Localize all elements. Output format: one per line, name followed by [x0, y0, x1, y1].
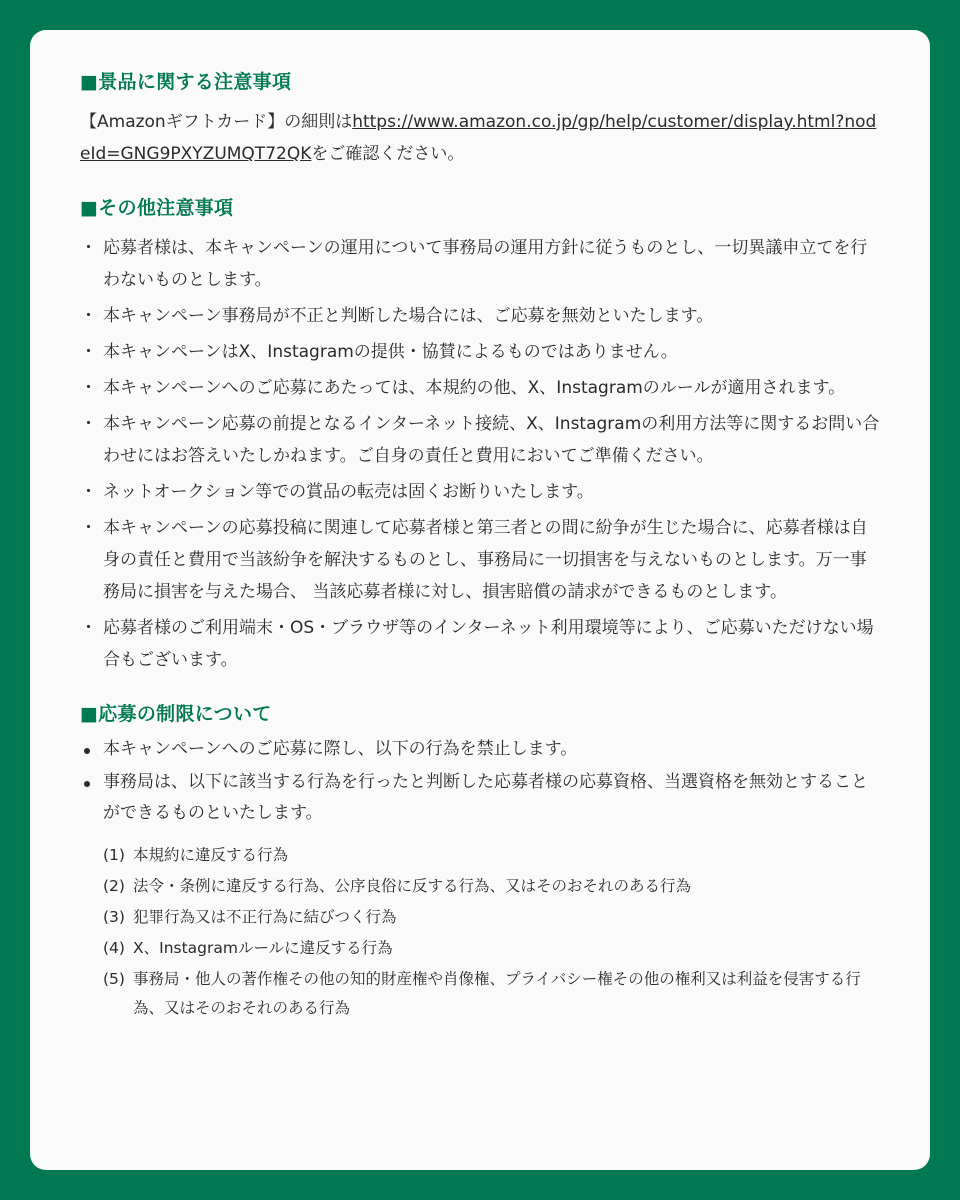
entry-restrictions-heading: ■応募の制限について [80, 703, 272, 725]
item-number: (4) [103, 939, 125, 957]
prohibited-acts-list [80, 841, 880, 1023]
item-number: (5) [103, 970, 125, 988]
list-item: (1) 本規約に違反する行為 [103, 841, 880, 870]
list-item: (4) X、Instagramルールに違反する行為 [103, 934, 880, 963]
amazon-terms-link[interactable]: https://www.amazon.co.jp/gp/help/customer/display.html?nodeId=GNG9PXYZUMQT72QK [80, 112, 877, 164]
list-item: (2) 法令・条例に違反する行為、公序良俗に反する行為、又はそのおそれのある行為 [103, 872, 880, 901]
list-item: (3) 犯罪行為又は不正行為に結びつく行為 [103, 903, 880, 932]
other-notes-list [80, 232, 880, 676]
bullet-mark: ・ [80, 518, 97, 538]
bullet-dot [84, 781, 90, 787]
prize-notes-heading: ■景品に関する注意事項 [80, 71, 292, 93]
restriction-rules-list [80, 734, 880, 829]
item-number: (3) [103, 908, 125, 926]
list-item: (5) 事務局・他人の著作権その他の知的財産権や肖像権、プライバシー権その他の権利又は利益を侵害する行為、又はそのおそれのある行為 [103, 965, 880, 1023]
bullet-mark: ・ [80, 238, 97, 258]
bullet-mark: ・ [80, 482, 97, 502]
list-item: ・ 応募者様のご利用端末・OS・ブラウザ等のインターネット利用環境等により、ご応募いただけない場合もございます。 [80, 612, 880, 676]
prize-text-before: 【Amazonギフトカード】の細則は [80, 112, 353, 132]
bullet-mark: ・ [80, 378, 97, 398]
list-item: ・ ネットオークション等での賞品の転売は固くお断りいたします。 [80, 476, 880, 508]
prize-text-after: をご確認ください。 [311, 144, 465, 164]
list-item: ・ 本キャンペーンはX、Instagramの提供・協賛によるものではありません。 [80, 336, 880, 368]
other-notes-heading: ■その他注意事項 [80, 197, 234, 219]
terms-card [30, 30, 930, 1170]
list-item: 事務局は、以下に該当する行為を行ったと判断した応募者様の応募資格、当選資格を無効とすることができるものといたします。 [80, 767, 880, 829]
bullet-mark: ・ [80, 414, 97, 434]
prize-notes-text [80, 106, 880, 170]
item-number: (2) [103, 877, 125, 895]
list-item: ・ 本キャンペーン事務局が不正と判断した場合には、ご応募を無効といたします。 [80, 300, 880, 332]
item-number: (1) [103, 846, 125, 864]
bullet-mark: ・ [80, 342, 97, 362]
bullet-mark: ・ [80, 306, 97, 326]
bullet-dot [84, 748, 90, 754]
list-item: ・ 本キャンペーン応募の前提となるインターネット接続、X、Instagramの利用方法等に関するお問い合わせにはお答えいたしかねます。ご自身の責任と費用においてご準備ください。 [80, 408, 880, 472]
list-item: ・ 本キャンペーンの応募投稿に関連して応募者様と第三者との間に紛争が生じた場合に、応募者様は自身の責任と費用で当該紛争を解決するものとし、事務局に一切損害を与えないものとします。万一事務局に損害を与えた場合、 当該応募者様に対し、損害賠償の請求ができるものとします。 [80, 512, 880, 608]
bullet-mark: ・ [80, 618, 97, 638]
list-item: ・ 応募者様は、本キャンペーンの運用について事務局の運用方針に従うものとし、一切異議申立てを行わないものとします。 [80, 232, 880, 296]
list-item: ・ 本キャンペーンへのご応募にあたっては、本規約の他、X、Instagramのルールが適用されます。 [80, 372, 880, 404]
list-item: 本キャンペーンへのご応募に際し、以下の行為を禁止します。 [80, 734, 880, 765]
